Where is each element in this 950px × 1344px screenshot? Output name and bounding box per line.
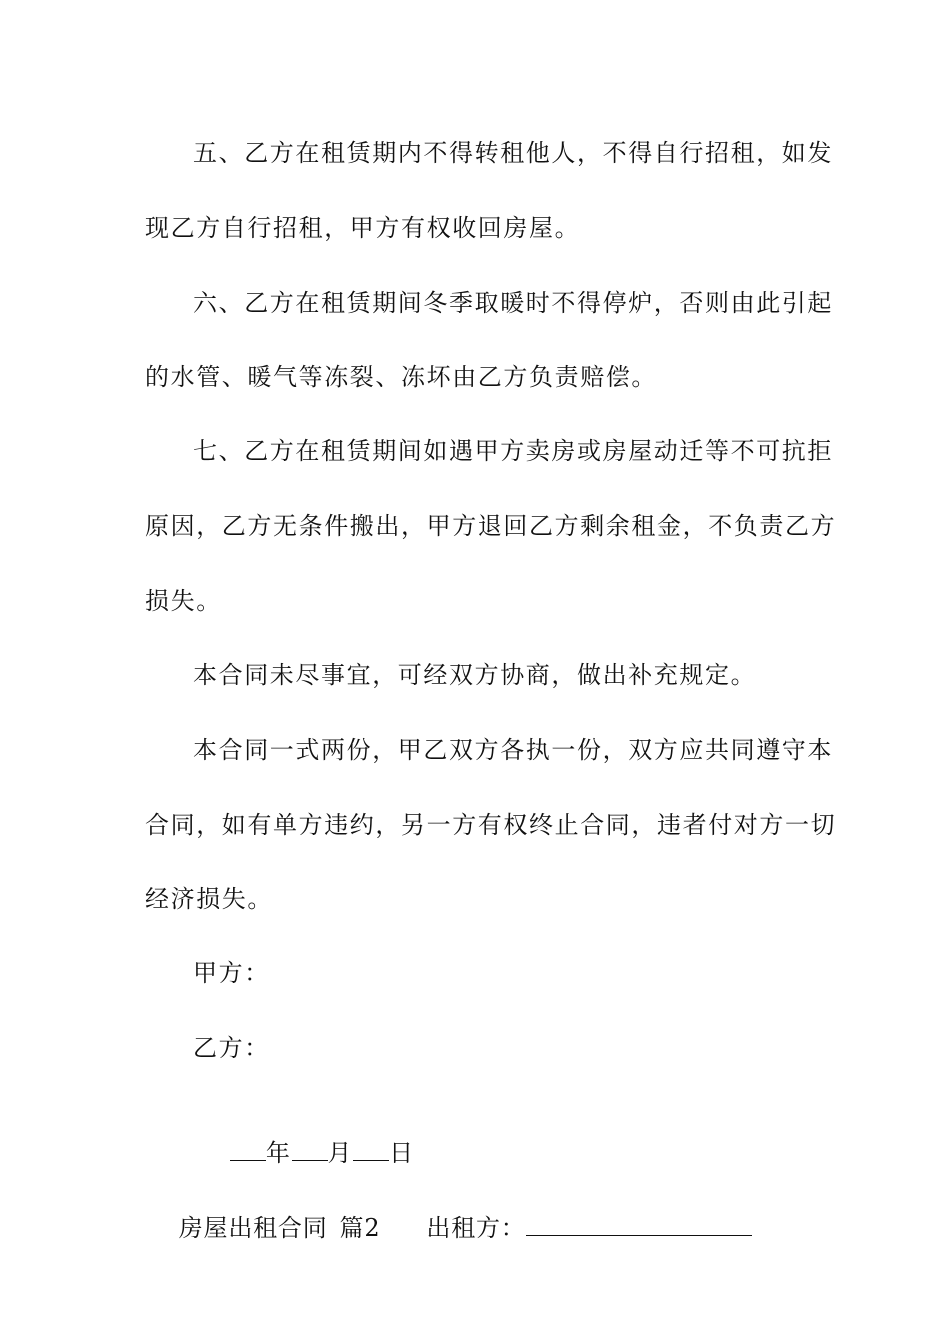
year-label: 年 (265, 1139, 292, 1167)
clause-6-line-2: 的水管、暖气等冻裂、冻坏由乙方负责赔偿。 (145, 363, 657, 391)
party-a-label: 甲方： (193, 959, 270, 987)
clause-7-line-2: 原因，乙方无条件搬出，甲方退回乙方剩余租金，不负责乙方 (145, 512, 837, 540)
day-label: 日 (389, 1139, 415, 1167)
supplement-clause: 本合同未尽事宜，可经双方协商，做出补充规定。 (193, 661, 757, 689)
month-blank (292, 1138, 328, 1161)
copies-clause-line-2: 合同，如有单方违约，另一方有权终止合同，违者付对方一切 (145, 811, 837, 839)
clause-7-line-1: 七、乙方在租赁期间如遇甲方卖房或房屋动迁等不可抗拒 (193, 437, 833, 465)
lessor-label: 出租方： (426, 1214, 526, 1242)
clause-5-line-1: 五、乙方在租赁期内不得转租他人，不得自行招租，如发 (193, 139, 833, 167)
clause-5-line-2: 现乙方自行招租，甲方有权收回房屋。 (145, 214, 581, 242)
next-contract-header (145, 1183, 752, 1273)
party-b-label: 乙方： (193, 1034, 270, 1062)
clause-7-line-3: 损失。 (145, 587, 222, 615)
month-label: 月 (327, 1139, 354, 1167)
copies-clause-line-3: 经济损失。 (145, 885, 273, 913)
section-label: 篇2 (339, 1214, 381, 1242)
lessor-blank (526, 1213, 752, 1236)
day-blank (353, 1138, 389, 1161)
year-blank (230, 1138, 266, 1161)
clause-6-line-1: 六、乙方在租赁期间冬季取暖时不得停炉，否则由此引起 (193, 289, 833, 317)
contract-title: 房屋出租合同 (178, 1214, 328, 1242)
copies-clause-line-1: 本合同一式两份，甲乙双方各执一份，双方应共同遵守本 (193, 736, 833, 764)
